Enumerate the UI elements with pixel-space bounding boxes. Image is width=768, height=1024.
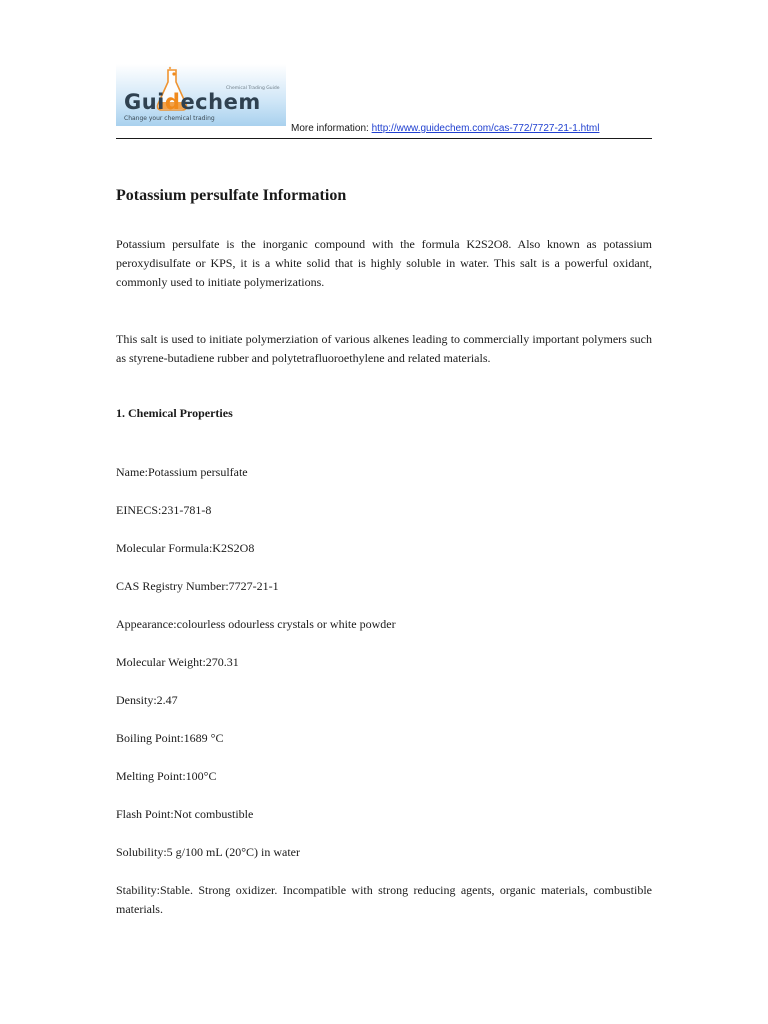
intro-paragraph: Potassium persulfate is the inorganic compound with the formula K2S2O8. Also known as potassium peroxydisulfate or KPS, it is a white solid that is highly soluble in water. This salt is a powerful oxidant, commonly used to initiate polymerizations. <box>116 237 652 289</box>
property-melting-point: Melting Point:100°C <box>116 769 217 783</box>
property-flash-point: Flash Point:Not combustible <box>116 807 254 821</box>
logo-caption: Chemical Trading Guide <box>226 86 280 91</box>
page-title: Potassium persulfate Information <box>116 187 347 204</box>
property-solubility: Solubility:5 g/100 mL (20°C) in water <box>116 845 301 859</box>
property-density: Density:2.47 <box>116 693 178 707</box>
property-name: Name:Potassium persulfate <box>116 465 248 479</box>
logo-tagline: Change your chemical trading <box>124 115 215 122</box>
property-einecs: EINECS:231-781-8 <box>116 503 212 517</box>
usage-paragraph: This salt is used to initiate polymerziation of various alkenes leading to commercially important polymers such as styrene-butadiene rubber and polytetrafluoroethylene and related materials. <box>116 332 652 365</box>
property-cas-number: CAS Registry Number:7727-21-1 <box>116 579 279 593</box>
property-appearance: Appearance:colourless odourless crystals or white powder <box>116 617 396 631</box>
guidechem-logo[interactable] <box>116 64 286 126</box>
property-molecular-formula: Molecular Formula:K2S2O8 <box>116 541 255 555</box>
property-molecular-weight: Molecular Weight:270.31 <box>116 655 239 669</box>
property-boiling-point: Boiling Point:1689 °C <box>116 731 224 745</box>
more-info-label: More information: <box>291 123 372 134</box>
logo-wordmark: Guidechem <box>124 90 261 114</box>
section-heading: 1. Chemical Properties <box>116 406 233 420</box>
property-stability: Stability:Stable. Strong oxidizer. Incompatible with strong reducing agents, organic materials, combustible materials. <box>116 883 652 916</box>
header-divider <box>116 138 652 139</box>
more-info-line <box>291 123 599 134</box>
more-info-link[interactable]: http://www.guidechem.com/cas-772/7727-21-1.html <box>371 123 600 134</box>
